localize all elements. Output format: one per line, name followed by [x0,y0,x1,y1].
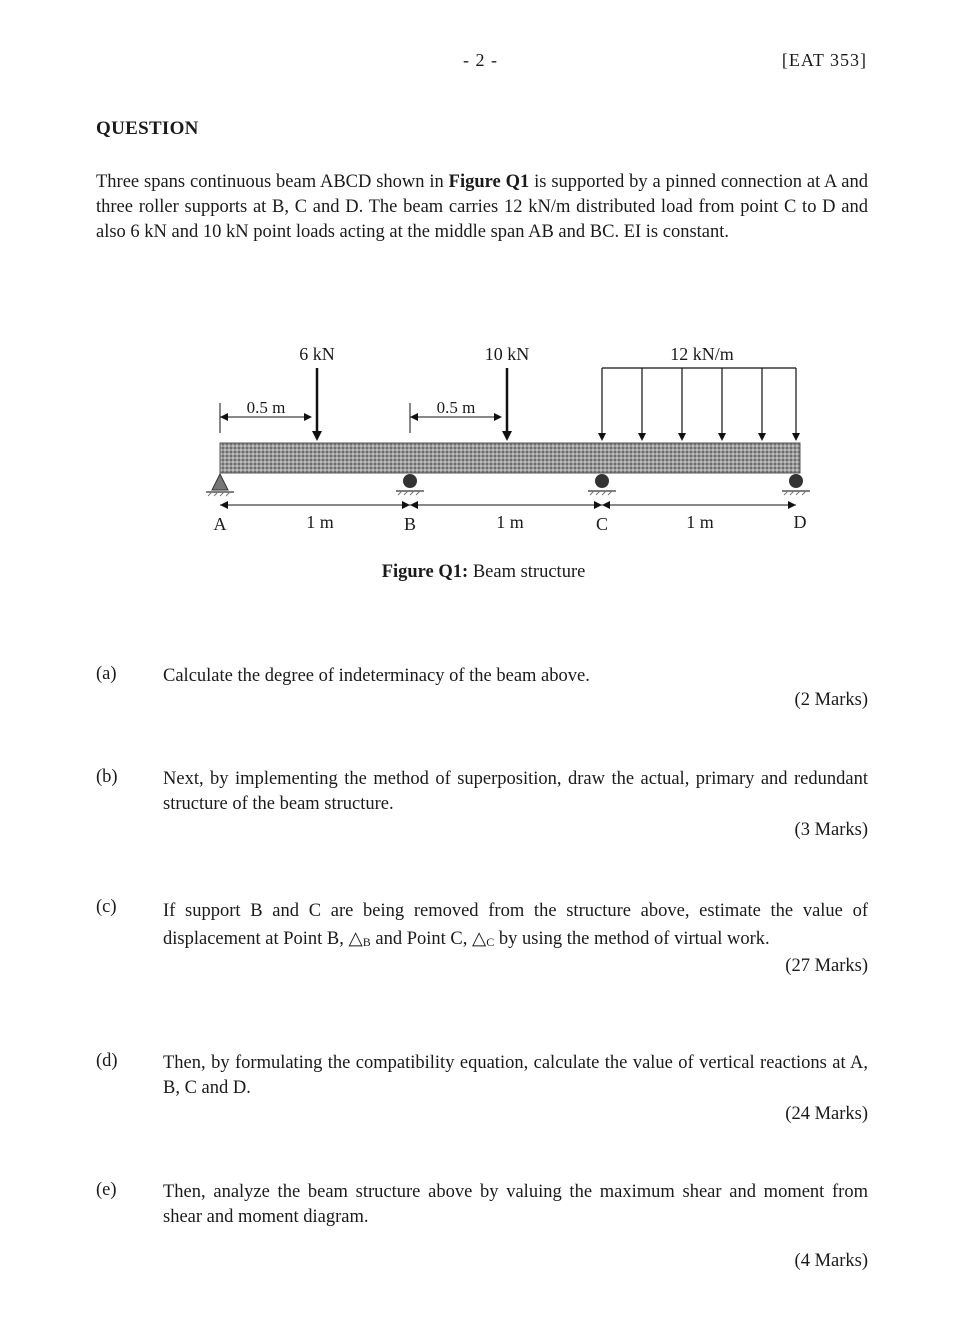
dim-bc-half-label: 0.5 m [436,398,476,417]
delta-c-icon: △ [472,929,487,949]
part-a [96,664,868,711]
span-dimension-line [220,501,796,509]
pin-support-a [206,474,234,496]
course-code: [EAT 353] [781,50,867,70]
part-d [96,1051,868,1125]
support-d-label: D [793,512,807,532]
page-number: - 2 - [463,50,498,70]
part-b-label: (b) [96,767,118,787]
part-c-label: (c) [96,897,117,917]
part-a-marks: (2 Marks) [794,690,868,710]
question-title: QUESTION [96,118,199,139]
roller-support-d [782,474,810,495]
part-c-text-2: and Point C, [370,929,472,949]
span-cd-label: 1 m [686,512,714,532]
part-d-label: (d) [96,1051,118,1071]
part-c-text-3: by using the method of virtual work. [494,929,770,949]
load-10kn-label: 10 kN [484,344,530,364]
intro-figure-ref: Figure Q1 [448,172,530,192]
udl-load [598,368,800,441]
part-a-text: Calculate the degree of indeterminacy of the beam above. [163,666,590,686]
intro-text-2: is supported by a pinned connection at A and three roller supports at B, C and D. The beam carries 12 kN/m distributed load from point C to D and also 6 kN and 10 kN point loads acting at the middle span AB and BC. EI is constant. [96,172,868,242]
intro-text-1: Three spans continuous beam ABCD shown in [96,172,449,192]
caption-label: Figure Q1: [381,562,469,582]
part-b-text: Next, by implementing the method of superposition, draw the actual, primary and redundant structure of the beam structure. [163,769,868,814]
part-b [96,767,868,841]
roller-support-c [588,474,616,495]
part-d-marks: (24 Marks) [785,1104,868,1124]
beam-diagram [190,335,830,535]
delta-b-icon: △ [348,929,363,949]
question-intro [96,170,868,245]
support-a-label: A [213,514,227,534]
dim-ab-half-label: 0.5 m [246,398,286,417]
point-load-6kn [312,368,322,441]
figure-caption [0,562,967,583]
part-e [96,1180,868,1272]
part-e-label: (e) [96,1180,117,1200]
beam-figure [190,335,830,535]
support-c-label: C [595,514,609,534]
point-load-10kn [502,368,512,441]
support-b-label: B [403,514,417,534]
delta-b-subscript: B [362,935,371,949]
part-e-text: Then, analyze the beam structure above by valuing the maximum shear and moment from shear and moment diagram. [163,1182,868,1227]
part-c [96,897,868,977]
part-a-label: (a) [96,664,117,684]
part-d-text: Then, by formulating the compatibility equation, calculate the value of vertical reactions at A, B, C and D. [163,1053,868,1098]
roller-support-b [396,474,424,495]
span-bc-label: 1 m [496,512,524,532]
span-ab-label: 1 m [306,512,334,532]
udl-label: 12 kN/m [670,344,734,364]
caption-text: Beam structure [468,562,586,582]
delta-c-subscript: C [486,935,495,949]
part-c-text-1: If support B and C are being removed from the structure above, estimate the value of displacement at Point B, [163,901,868,949]
part-b-marks: (3 Marks) [794,820,868,840]
part-c-marks: (27 Marks) [785,956,868,976]
load-6kn-label: 6 kN [299,344,335,364]
part-e-marks: (4 Marks) [794,1251,868,1271]
part-c-text [163,897,868,956]
beam [220,443,800,473]
